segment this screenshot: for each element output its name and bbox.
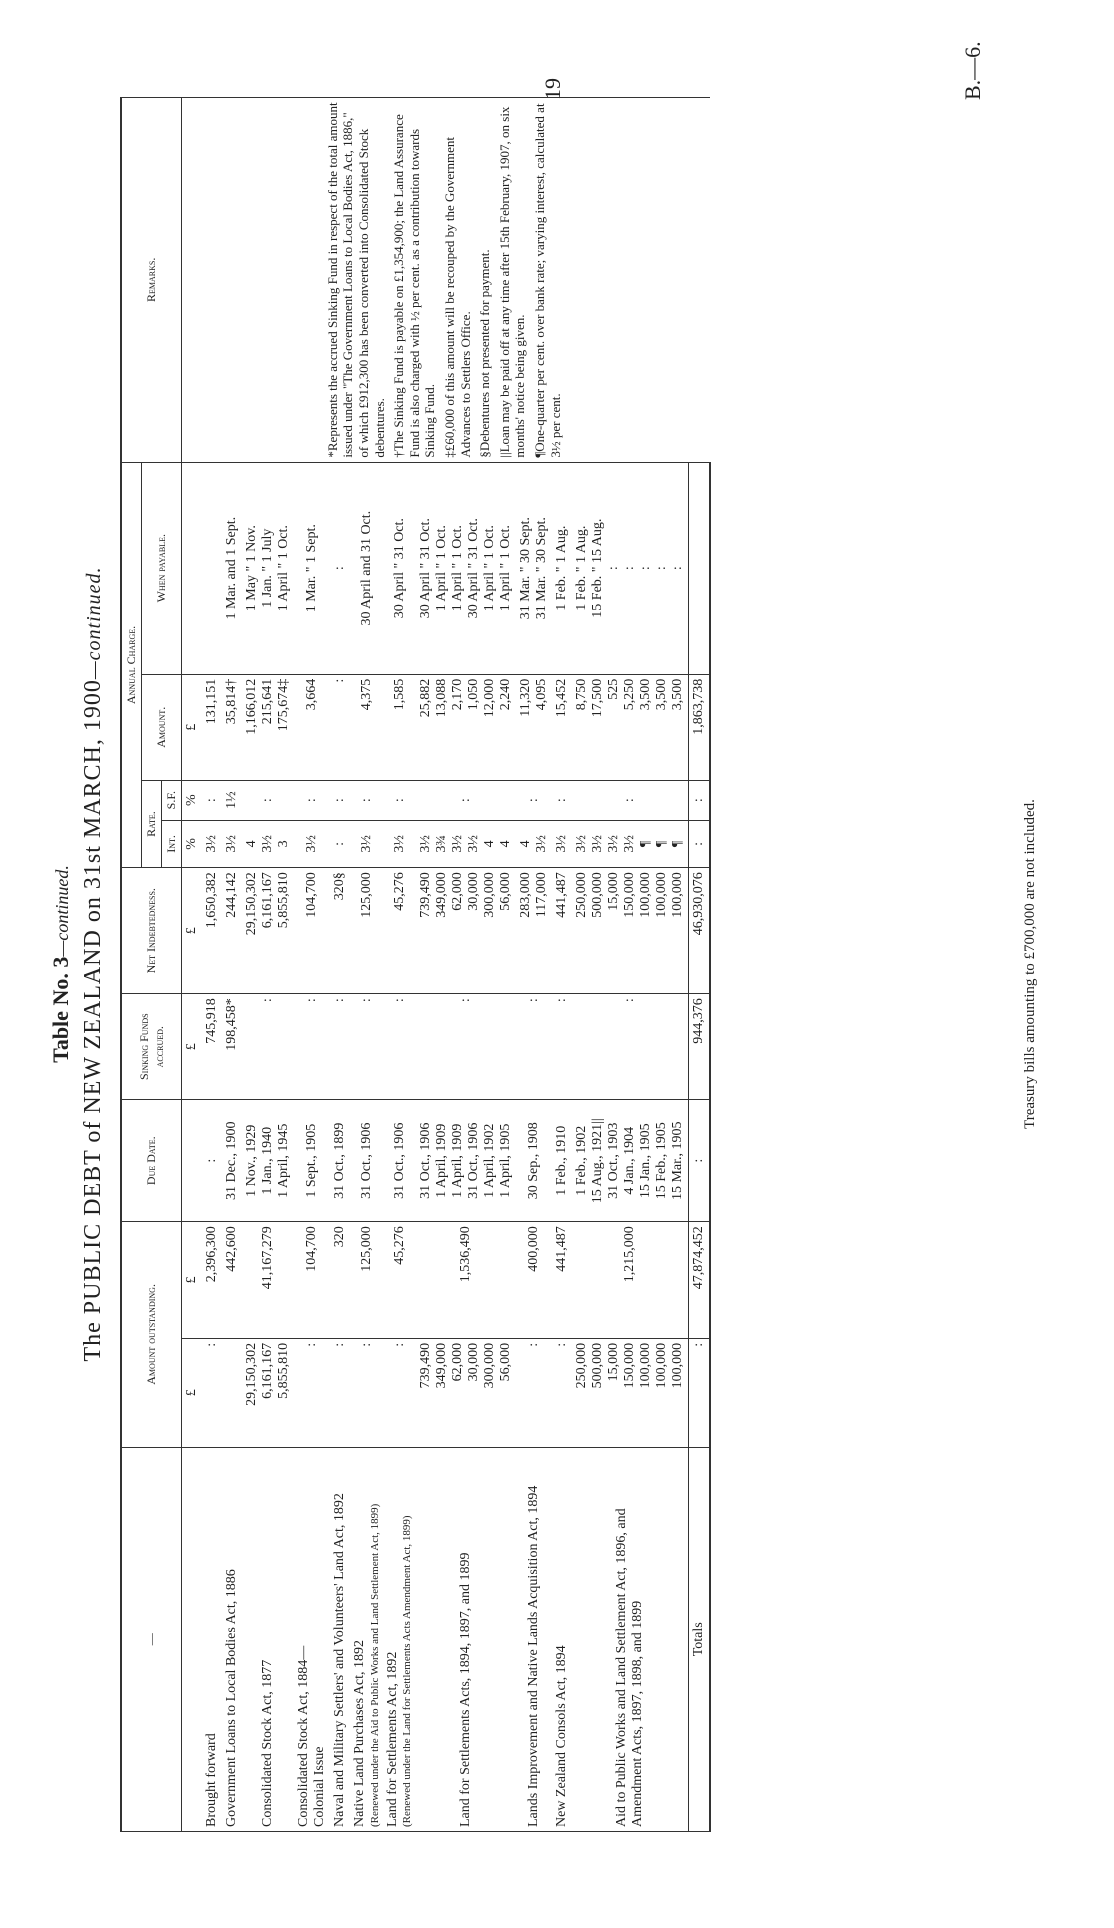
amount-outstanding-detail: : <box>516 1338 552 1447</box>
net-indebtedness: 1,650,382 <box>202 868 222 994</box>
when-payable: 31 Mar. " 30 Sept. 31 Mar. " 30 Sept. <box>516 462 552 674</box>
rate-int: 3½ <box>552 820 572 868</box>
net-indebtedness: 29,150,302 6,161,167 5,855,810 <box>242 868 294 994</box>
rate-int: 4 3½ <box>516 820 552 868</box>
amount-outstanding-total: 1,536,490 <box>416 1222 516 1339</box>
unit-pound: £ <box>182 1338 203 1447</box>
unit-pound: £ <box>182 674 203 780</box>
net-indebtedness: 283,000 117,000 <box>516 868 552 994</box>
amount-outstanding-total: 45,276 <box>383 1222 416 1339</box>
rate-int: 3½ <box>202 820 222 868</box>
totals-rate-sf: : <box>689 780 711 820</box>
row-description: Consolidated Stock Act, 1877 <box>242 1447 294 1831</box>
annual-amount: 15,452 <box>552 674 572 780</box>
amount-outstanding-total: 320 <box>330 1222 350 1339</box>
amount-outstanding-total: 2,396,300 <box>202 1222 222 1339</box>
net-indebtedness: 45,276 <box>383 868 416 994</box>
rate-int: 3½ <box>222 820 242 868</box>
annual-amount: 1,585 <box>383 674 416 780</box>
when-payable: 1 May " 1 Nov. 1 Jan. " 1 July 1 April " 1 Oct. <box>242 462 294 674</box>
header-row-1 <box>121 98 142 1832</box>
sinking-funds: 198,458* <box>222 994 242 1100</box>
sinking-funds: : <box>552 994 572 1100</box>
rate-sf: : <box>350 780 383 820</box>
header-remarks: Remarks. <box>121 98 182 463</box>
due-date: 1 Feb., 1910 <box>552 1100 572 1222</box>
remark-note: †The Sinking Fund is payable on £1,354,900; the Land Assurance Fund is also charged with ½ per cent. as a contribution towards Sinking Fund. <box>391 114 438 458</box>
header-when-payable: When payable. <box>142 462 182 674</box>
amount-outstanding-detail: : <box>552 1338 572 1447</box>
due-date: 1 Sept., 1905 <box>294 1100 330 1222</box>
row-description: Land for Settlements Acts, 1894, 1897, and 1899 <box>416 1447 516 1831</box>
amount-outstanding-detail: : <box>330 1338 350 1447</box>
due-date: 31 Oct., 1906 1 April, 1909 1 April, 1909 31 Oct., 1906 1 April, 1902 1 April, 1905 <box>416 1100 516 1222</box>
net-indebtedness: 244,142 <box>222 868 242 994</box>
due-date: 1 Feb., 1902 15 Aug., 1921|| 31 Oct., 1903 4 Jan., 1904 15 Jan., 1905 15 Feb., 1905 15 Mar., 1905 <box>572 1100 689 1222</box>
header-int: Int. <box>162 820 182 868</box>
due-date: : <box>202 1100 222 1222</box>
rate-sf: : <box>572 780 689 820</box>
due-date: 1 Nov., 1929 1 Jan., 1940 1 April, 1945 <box>242 1100 294 1222</box>
rate-int: : <box>330 820 350 868</box>
annual-amount: 4,375 <box>350 674 383 780</box>
amount-outstanding-total: 1,215,000 <box>572 1222 689 1339</box>
row-description: Lands Improvement and Native Lands Acquisition Act, 1894 <box>516 1447 552 1831</box>
net-indebtedness: 250,000 500,000 15,000 150,000 100,000 100,000 100,000 <box>572 868 689 994</box>
due-date: 31 Oct., 1899 <box>330 1100 350 1222</box>
amount-outstanding-total: 442,600 <box>222 1222 242 1339</box>
sinking-funds: : <box>242 994 294 1100</box>
when-payable: : <box>330 462 350 674</box>
public-debt-table <box>120 97 711 1832</box>
row-description: Land for Settlements Act, 1892 (Renewed under the Land for Settlements Acts Amendment Act, 1899) <box>383 1447 416 1831</box>
when-payable <box>202 462 222 674</box>
row-description: Native Land Purchases Act, 1892 (Renewed under the Aid to Public Works and Land Settlement Act, 1899) <box>350 1447 383 1831</box>
annual-amount: 3,664 <box>294 674 330 780</box>
header-net-indebtedness: Net Indebtedness. <box>121 868 182 994</box>
due-date: 31 Oct., 1906 <box>350 1100 383 1222</box>
header-due-date: Due Date. <box>121 1100 182 1222</box>
remarks-cell <box>182 98 711 463</box>
annual-amount: 35,814† <box>222 674 242 780</box>
totals-sinking-funds: 944,376 <box>689 994 711 1100</box>
when-payable: 1 Mar. " 1 Sept. <box>294 462 330 674</box>
amount-outstanding-detail: : <box>294 1338 330 1447</box>
when-payable: 30 April " 31 Oct. 1 April " 1 Oct. 1 April " 1 Oct. 30 April " 31 Oct. 1 April " 1 Oct. 1 April " 1 Oct. <box>416 462 516 674</box>
page-title-text: The PUBLIC DEBT of NEW ZEALAND on 31st MARCH, 1900 <box>80 679 106 1362</box>
totals-when-payable <box>689 462 711 674</box>
amount-outstanding-detail: : <box>383 1338 416 1447</box>
rate-sf: : <box>383 780 416 820</box>
footnote: Treasury bills amounting to £700,000 are not included. <box>1022 799 1038 1129</box>
table-label <box>48 0 74 1928</box>
totals-amount-outstanding: 47,874,452 <box>689 1222 711 1339</box>
totals-due-date: : <box>689 1100 711 1222</box>
rate-sf: : <box>242 780 294 820</box>
totals-amount-detail: : <box>689 1338 711 1447</box>
unit-pound: £ <box>182 1222 203 1339</box>
unit-percent: % <box>182 820 203 868</box>
row-description: Consolidated Stock Act, 1884— Colonial Issue <box>294 1447 330 1831</box>
sinking-funds: : <box>330 994 350 1100</box>
amount-outstanding-detail: 739,490 349,000 62,000 30,000 300,000 56,000 <box>416 1338 516 1447</box>
header-description: — <box>121 1447 182 1831</box>
unit-pound: £ <box>182 868 203 994</box>
amount-outstanding-detail: : <box>202 1338 222 1447</box>
when-payable: 1 Mar. and 1 Sept. <box>222 462 242 674</box>
document-reference: B.—6. <box>960 41 985 100</box>
row-description: Aid to Public Works and Land Settlement Act, 1896, and Amendment Acts, 1897, 1898, and 1899 <box>572 1447 689 1831</box>
rate-sf: : <box>516 780 552 820</box>
header-annual-charge: Annual Charge. <box>121 462 142 868</box>
due-date: 30 Sep., 1908 <box>516 1100 552 1222</box>
table-body <box>182 98 711 1832</box>
totals-rate-int: : <box>689 820 711 868</box>
net-indebtedness: 125,000 <box>350 868 383 994</box>
when-payable: 1 Feb. " 1 Aug. <box>552 462 572 674</box>
remark-note: ¶One-quarter per cent. over bank rate; varying interest, calculated at 3½ per cent. <box>531 103 563 458</box>
annual-amount: 1,166,012 215,641 175,674‡ <box>242 674 294 780</box>
amount-outstanding-detail <box>222 1338 242 1447</box>
annual-amount: 25,882 13,088 2,170 1,050 12,000 2,240 <box>416 674 516 780</box>
annual-amount: 11,320 4,095 <box>516 674 552 780</box>
net-indebtedness: 104,700 <box>294 868 330 994</box>
annual-amount: 8,750 17,500 525 5,250 3,500 3,500 3,500 <box>572 674 689 780</box>
rate-sf: : <box>416 780 516 820</box>
sinking-funds: : <box>350 994 383 1100</box>
amount-outstanding-detail: : <box>350 1338 383 1447</box>
row-description-note: (Renewed under the Land for Settlements Acts Amendment Act, 1899) <box>401 1515 414 1827</box>
sinking-funds: 745,918 <box>202 994 222 1100</box>
amount-outstanding-detail: 250,000 500,000 15,000 150,000 100,000 100,000 100,000 <box>572 1338 689 1447</box>
rate-int: 3½ <box>294 820 330 868</box>
rate-sf: : <box>202 780 222 820</box>
due-date: 31 Dec., 1900 <box>222 1100 242 1222</box>
when-payable: 30 April and 31 Oct. <box>350 462 383 674</box>
unit-row <box>182 98 203 1832</box>
remark-note: §Debentures not presented for payment. <box>477 249 493 458</box>
row-description: Government Loans to Local Bodies Act, 1886 <box>222 1447 242 1831</box>
sinking-funds: : <box>416 994 516 1100</box>
net-indebtedness: 739,490 349,000 62,000 30,000 300,000 56,000 <box>416 868 516 994</box>
rate-int: 3½ 3½ 3½ 3½ ¶ ¶ ¶ <box>572 820 689 868</box>
totals-label: Totals <box>689 1447 711 1831</box>
header-rate: Rate. <box>142 780 162 867</box>
rate-sf: 1½ <box>222 780 242 820</box>
annual-amount: : <box>330 674 350 780</box>
when-payable: 30 April " 31 Oct. <box>383 462 416 674</box>
remark-note: ||Loan may be paid off at any time after 15th February, 1907, on six months' notice being given. <box>496 106 528 458</box>
header-amount-outstanding: Amount outstanding. <box>121 1222 182 1447</box>
header-sinking-funds: Sinking Funds accrued. <box>121 994 182 1100</box>
totals-annual-amount: 1,863,738 <box>689 674 711 780</box>
rate-sf: : <box>552 780 572 820</box>
amount-outstanding-total: 400,000 <box>516 1222 552 1339</box>
rate-int: 3½ 3¾ 3½ 3½ 4 4 <box>416 820 516 868</box>
net-indebtedness: 441,487 <box>552 868 572 994</box>
net-indebtedness: 320§ <box>330 868 350 994</box>
when-payable: 1 Feb. " 1 Aug. 15 Feb. " 15 Aug. : : : : : <box>572 462 689 674</box>
table-label-text: Table No. 3 <box>48 956 73 1063</box>
page-title-suffix: —continued. <box>83 566 105 680</box>
totals-net-indebtedness: 46,930,076 <box>689 868 711 994</box>
remark-note: ‡£60,000 of this amount will be recouped by the Government Advances to Settlers Office. <box>442 137 473 458</box>
row-description: Brought forward <box>202 1447 222 1831</box>
unit-pound: £ <box>182 994 203 1100</box>
rate-int: 3½ <box>350 820 383 868</box>
due-date: 31 Oct., 1906 <box>383 1100 416 1222</box>
amount-outstanding-total: 441,487 <box>552 1222 572 1339</box>
rate-sf: : <box>294 780 330 820</box>
rate-int: 3½ <box>383 820 416 868</box>
remark-note: *Represents the accrued Sinking Fund in respect of the total amount issued under "The Government Loans to Local Bodies Act, 1886," of which £912,300 has been converted into Consolidated Stock debentures. <box>324 102 387 458</box>
row-description: New Zealand Consols Act, 1894 <box>552 1447 572 1831</box>
amount-outstanding-total: 41,167,279 <box>242 1222 294 1339</box>
amount-outstanding-total: 125,000 <box>350 1222 383 1339</box>
header-sf: S.F. <box>162 780 182 820</box>
sinking-funds: : <box>294 994 330 1100</box>
rate-int: 4 3½ 3 <box>242 820 294 868</box>
row-description: Naval and Military Settlers' and Volunteers' Land Act, 1892 <box>330 1447 350 1831</box>
sinking-funds: : <box>516 994 552 1100</box>
unit-percent: % <box>182 780 203 820</box>
sinking-funds: : <box>383 994 416 1100</box>
page-number: 19 <box>540 78 565 100</box>
header-amount: Amount. <box>142 674 182 780</box>
sinking-funds: : <box>572 994 689 1100</box>
amount-outstanding-detail: 29,150,302 6,161,167 5,855,810 <box>242 1338 294 1447</box>
annual-amount: 131,151 <box>202 674 222 780</box>
table-label-suffix: —continued. <box>52 865 72 957</box>
rate-sf: : <box>330 780 350 820</box>
page-title <box>80 0 107 1928</box>
amount-outstanding-total: 104,700 <box>294 1222 330 1339</box>
row-description-note: (Renewed under the Aid to Public Works and Land Settlement Act, 1899) <box>368 1503 381 1827</box>
